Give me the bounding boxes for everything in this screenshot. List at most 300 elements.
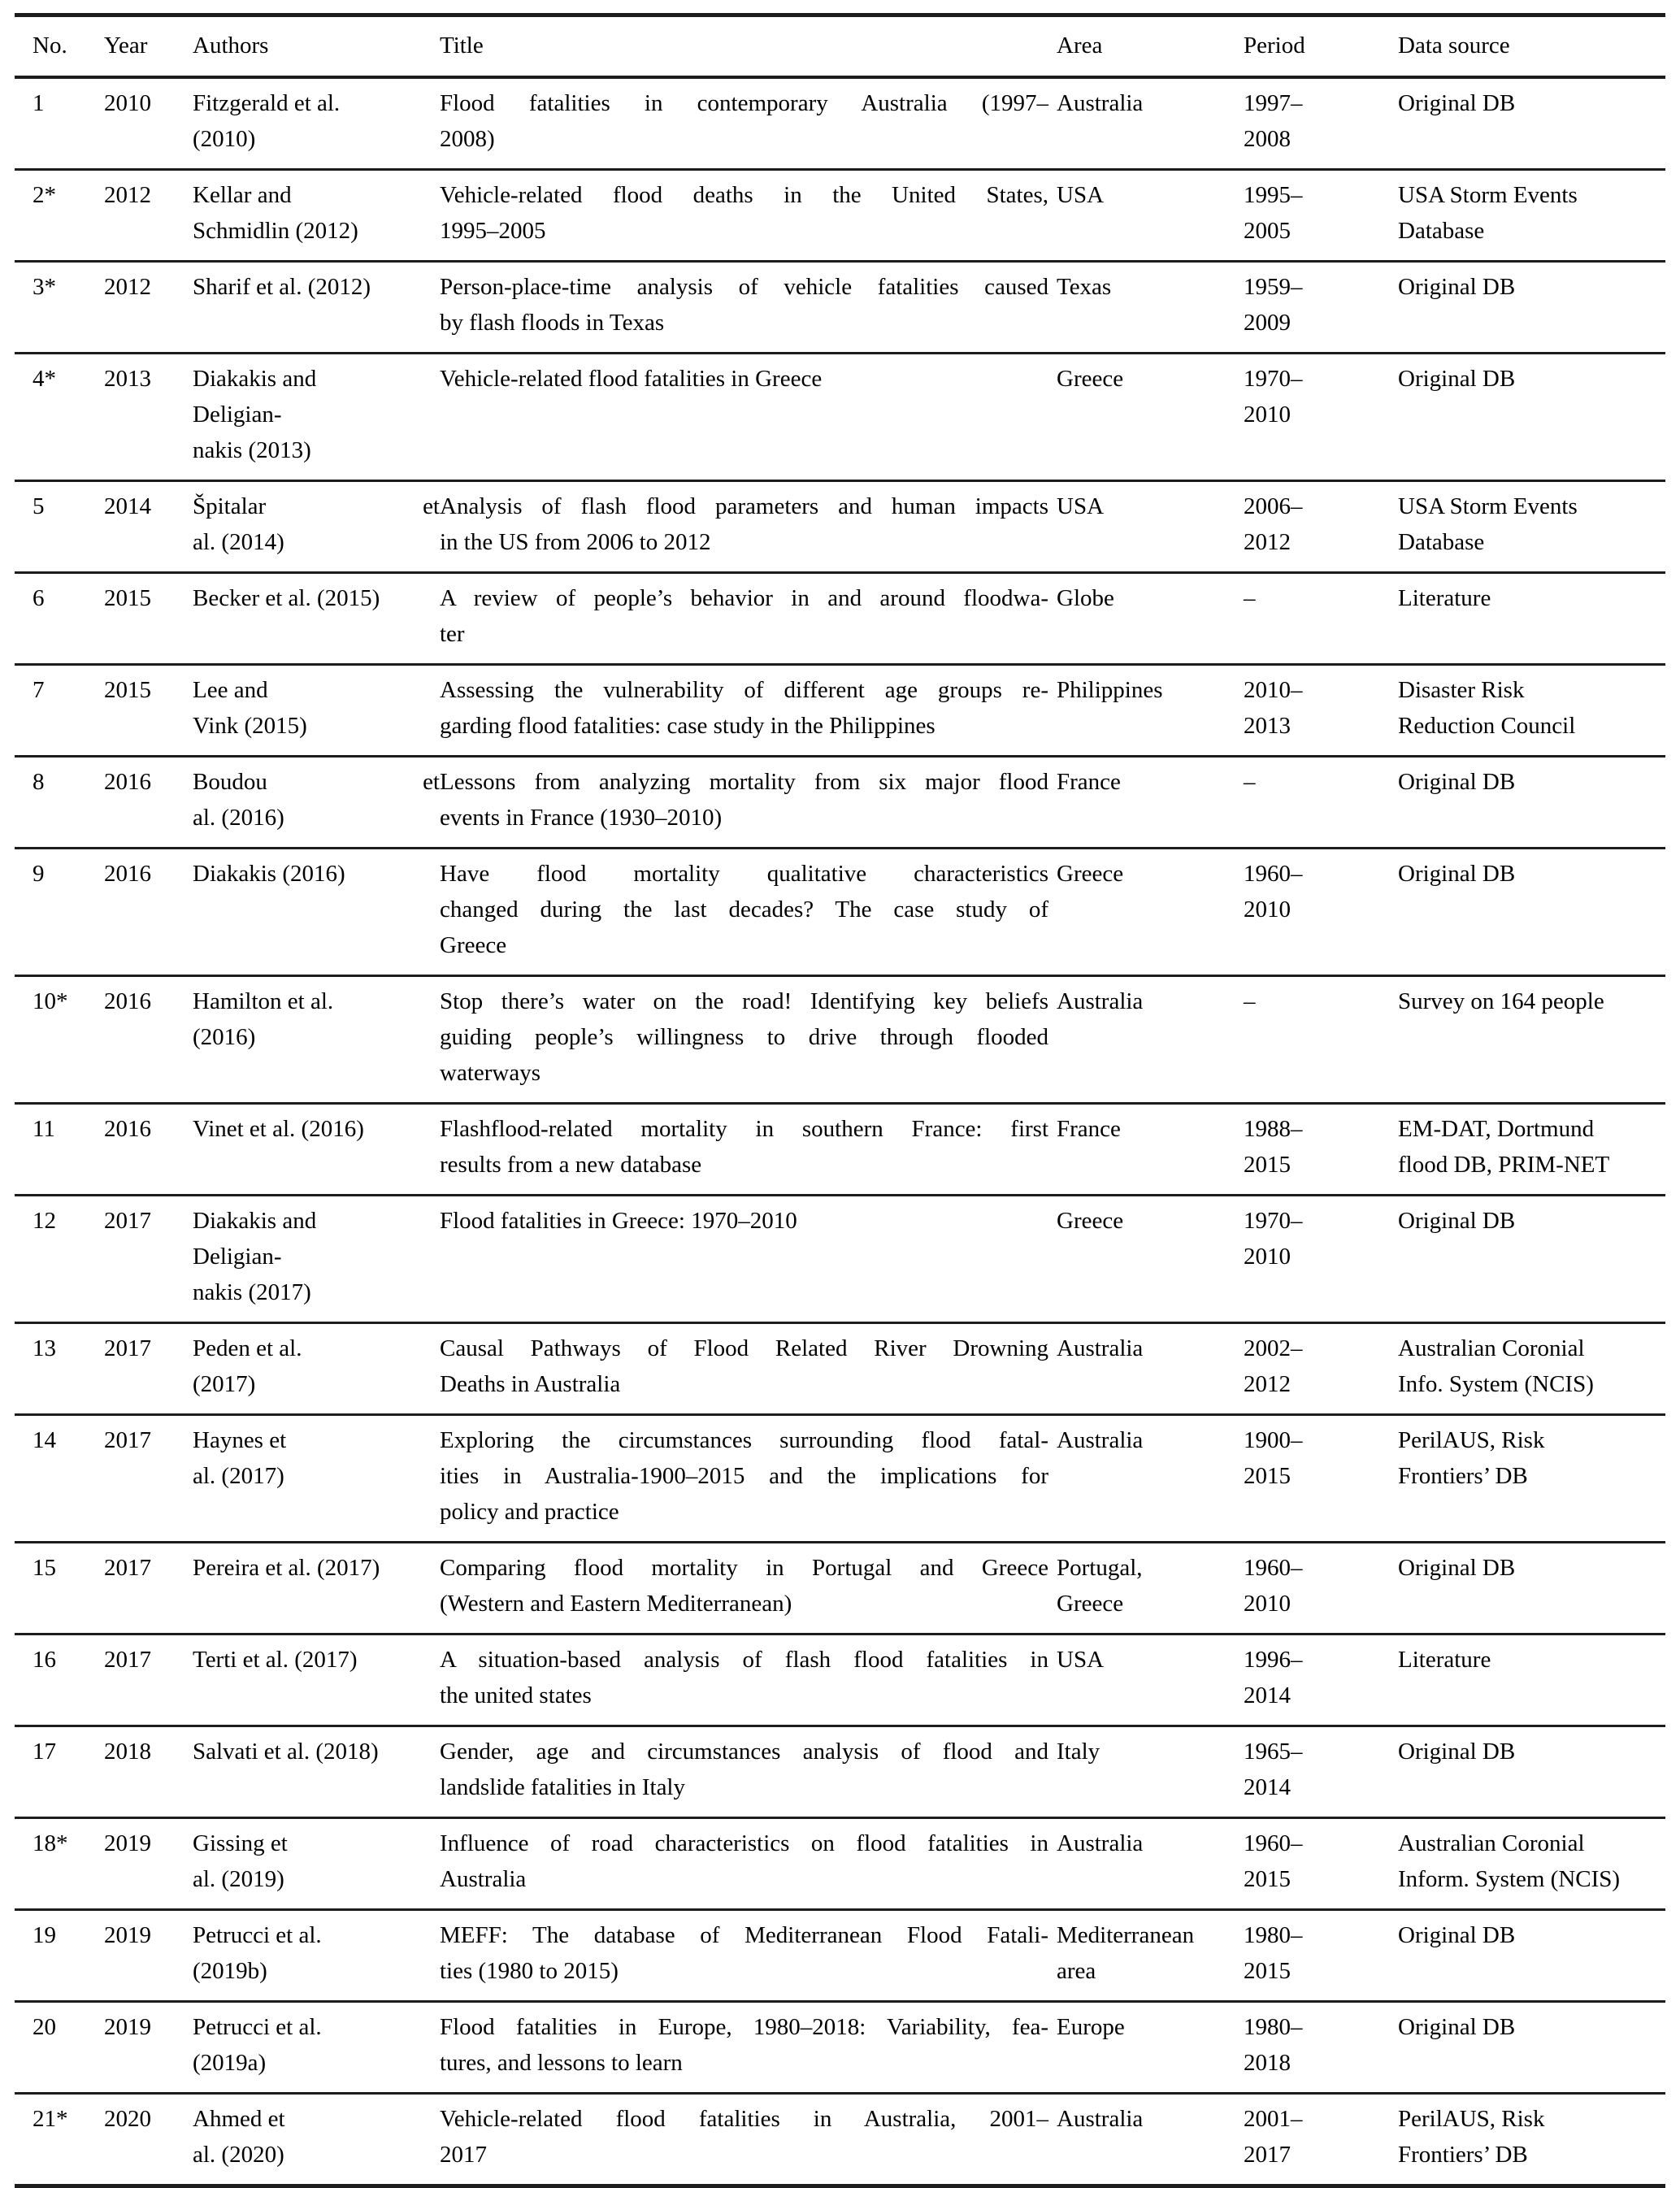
- cell-authors: [193, 758, 440, 847]
- table-row: [15, 1543, 1665, 1635]
- cell-area: [1057, 482, 1244, 571]
- source-line: Original DB: [1398, 274, 1516, 300]
- cell-authors: [193, 1635, 440, 1725]
- cell-period: [1244, 977, 1398, 1102]
- source-line: Disaster Risk: [1398, 677, 1525, 703]
- table-row: [15, 1911, 1665, 2003]
- title-line: Australia: [440, 1866, 527, 1892]
- area-line: Mediterranean: [1057, 1922, 1195, 1948]
- area-line: France: [1057, 1116, 1121, 1142]
- title-line: results from a new database: [440, 1152, 702, 1178]
- area-line: Greece: [1057, 366, 1124, 392]
- source-line: Database: [1398, 218, 1485, 244]
- authors-line: nakis (2017): [193, 1279, 311, 1305]
- cell-authors: [193, 263, 440, 352]
- source-line: Original DB: [1398, 1555, 1516, 1581]
- cell-period: [1244, 1635, 1398, 1725]
- cell-title: [440, 1416, 1057, 1541]
- table-row: [15, 354, 1665, 482]
- table-row: [15, 1819, 1665, 1911]
- title-line: 1995–2005: [440, 218, 546, 244]
- authors-line: Vinet et al. (2016): [193, 1116, 364, 1142]
- table-header-row: [15, 17, 1665, 79]
- source-line: Info. System (NCIS): [1398, 1371, 1594, 1397]
- cell-source: [1398, 977, 1654, 1102]
- title-line: guiding people’s willingness to drive through flooded: [440, 1024, 1048, 1050]
- authors-line: (2019a): [193, 2050, 267, 2076]
- cell-title: [440, 171, 1057, 260]
- source-line: Frontiers’ DB: [1398, 2142, 1528, 2168]
- cell-area: [1057, 1635, 1244, 1725]
- title-line: MEFF: The database of Mediterranean Flood Fatali-: [440, 1922, 1048, 1948]
- cell-source: [1398, 1324, 1654, 1413]
- header-area: Area: [1057, 33, 1103, 59]
- source-line: Original DB: [1398, 2014, 1516, 2040]
- cell-area: [1057, 2003, 1244, 2092]
- title-line: ter: [440, 621, 465, 647]
- cell-area: [1057, 849, 1244, 975]
- cell-source: [1398, 758, 1654, 847]
- cell-no: 5: [33, 493, 45, 519]
- area-line: Australia: [1057, 2106, 1144, 2132]
- cell-no: 18*: [33, 1830, 68, 1856]
- cell-source: [1398, 1416, 1654, 1541]
- cell-source: [1398, 79, 1654, 168]
- cell-no: 4*: [33, 366, 56, 392]
- cell-source: [1398, 1196, 1654, 1322]
- cell-year: 2019: [104, 1922, 151, 1948]
- cell-no: 20: [33, 2014, 56, 2040]
- cell-source: [1398, 171, 1654, 260]
- cell-period: [1244, 1196, 1398, 1322]
- title-line: Greece: [440, 932, 507, 958]
- source-line: Original DB: [1398, 90, 1516, 116]
- source-line: Australian Coronial: [1398, 1335, 1585, 1361]
- cell-source: [1398, 2095, 1654, 2184]
- period-line: 2008: [1244, 126, 1291, 152]
- cell-source: [1398, 263, 1654, 352]
- authors-line: Petrucci et al.: [193, 1922, 322, 1948]
- area-line: Europe: [1057, 2014, 1125, 2040]
- cell-no: 2*: [33, 182, 56, 208]
- cell-area: [1057, 354, 1244, 480]
- cell-authors: [193, 2003, 440, 2092]
- source-line: Literature: [1398, 1647, 1491, 1673]
- authors-line: (2010): [193, 126, 256, 152]
- cell-year: 2017: [104, 1555, 151, 1581]
- area-line: Texas: [1057, 274, 1112, 300]
- title-line: Vehicle-related flood fatalities in Australia, 2001–: [440, 2106, 1048, 2132]
- period-line: 2010: [1244, 896, 1291, 923]
- cell-source: [1398, 1911, 1654, 2000]
- source-line: USA Storm Events: [1398, 182, 1578, 208]
- cell-period: [1244, 1543, 1398, 1633]
- cell-source: [1398, 1819, 1654, 1908]
- cell-title: [440, 354, 1057, 480]
- cell-no: 9: [33, 861, 45, 887]
- period-line: 1997–: [1244, 90, 1303, 116]
- header-year: Year: [104, 33, 148, 59]
- title-line: A review of people’s behavior in and around floodwa-: [440, 585, 1048, 611]
- area-line: Australia: [1057, 1830, 1144, 1856]
- cell-no: 3*: [33, 274, 56, 300]
- period-line: 1960–: [1244, 1830, 1303, 1856]
- cell-period: [1244, 666, 1398, 755]
- cell-source: [1398, 849, 1654, 975]
- header-period: Period: [1244, 33, 1305, 59]
- period-line: –: [1244, 988, 1256, 1014]
- table-row: [15, 171, 1665, 263]
- title-line: 2008): [440, 126, 495, 152]
- title-line: Deaths in Australia: [440, 1371, 621, 1397]
- cell-authors: [193, 171, 440, 260]
- title-line: changed during the last decades? The case study of: [440, 896, 1048, 923]
- cell-authors: [193, 574, 440, 663]
- table-row: [15, 79, 1665, 171]
- cell-period: [1244, 849, 1398, 975]
- area-line: Australia: [1057, 1335, 1144, 1361]
- period-line: 1959–: [1244, 274, 1303, 300]
- cell-title: [440, 79, 1057, 168]
- table-row: [15, 1416, 1665, 1543]
- table-row: [15, 977, 1665, 1105]
- cell-area: [1057, 977, 1244, 1102]
- cell-area: [1057, 1324, 1244, 1413]
- period-line: 2017: [1244, 2142, 1291, 2168]
- cell-year: 2013: [104, 366, 151, 392]
- source-line: Australian Coronial: [1398, 1830, 1585, 1856]
- cell-period: [1244, 79, 1398, 168]
- cell-title: [440, 1543, 1057, 1633]
- cell-period: [1244, 171, 1398, 260]
- authors-line: Diakakis (2016): [193, 861, 345, 887]
- cell-area: [1057, 574, 1244, 663]
- cell-source: [1398, 666, 1654, 755]
- cell-title: [440, 758, 1057, 847]
- source-line: Database: [1398, 529, 1485, 555]
- table-row: [15, 574, 1665, 666]
- table-row: [15, 1635, 1665, 1727]
- cell-no: 15: [33, 1555, 56, 1581]
- authors-line: Hamilton et al.: [193, 988, 334, 1014]
- period-line: 2002–: [1244, 1335, 1303, 1361]
- cell-area: [1057, 1105, 1244, 1194]
- area-line: Philippines: [1057, 677, 1163, 703]
- cell-year: 2010: [104, 90, 151, 116]
- cell-area: [1057, 1196, 1244, 1322]
- period-line: 1996–: [1244, 1647, 1303, 1673]
- cell-title: [440, 849, 1057, 975]
- cell-authors: [193, 1543, 440, 1633]
- cell-title: [440, 666, 1057, 755]
- source-line: Reduction Council: [1398, 713, 1576, 739]
- cell-area: [1057, 2095, 1244, 2184]
- cell-source: [1398, 482, 1654, 571]
- title-line: landslide fatalities in Italy: [440, 1774, 685, 1800]
- cell-year: 2015: [104, 677, 151, 703]
- table-row: [15, 666, 1665, 758]
- cell-source: [1398, 1635, 1654, 1725]
- title-line: in the US from 2006 to 2012: [440, 529, 711, 555]
- authors-line: nakis (2013): [193, 437, 311, 463]
- period-line: 2009: [1244, 310, 1291, 336]
- title-line: Flood fatalities in contemporary Australia (1997–: [440, 90, 1048, 116]
- cell-title: [440, 2003, 1057, 2092]
- table-row: [15, 1727, 1665, 1819]
- cell-area: [1057, 1911, 1244, 2000]
- area-line: Australia: [1057, 1427, 1144, 1453]
- area-line: Greece: [1057, 861, 1124, 887]
- title-line: events in France (1930–2010): [440, 805, 723, 831]
- title-line: 2017: [440, 2142, 487, 2168]
- title-line: Vehicle-related flood deaths in the United States,: [440, 182, 1048, 208]
- title-line: Vehicle-related flood fatalities in Greece: [440, 366, 823, 392]
- cell-no: 17: [33, 1739, 56, 1765]
- studies-table: [15, 13, 1665, 2188]
- cell-no: 8: [33, 769, 45, 795]
- cell-no: 19: [33, 1922, 56, 1948]
- authors-line: Deligian-: [193, 402, 282, 428]
- header-no: No.: [33, 33, 67, 59]
- table-row: [15, 1105, 1665, 1196]
- authors-line: (2017): [193, 1371, 256, 1397]
- title-line: policy and practice: [440, 1499, 619, 1525]
- cell-year: 2017: [104, 1427, 151, 1453]
- cell-period: [1244, 1911, 1398, 2000]
- period-line: 2010: [1244, 402, 1291, 428]
- authors-line: Vink (2015): [193, 713, 307, 739]
- period-line: 2005: [1244, 218, 1291, 244]
- cell-no: 6: [33, 585, 45, 611]
- cell-year: 2019: [104, 1830, 151, 1856]
- cell-no: 16: [33, 1647, 56, 1673]
- period-line: 1980–: [1244, 2014, 1303, 2040]
- cell-title: [440, 263, 1057, 352]
- period-line: 1900–: [1244, 1427, 1303, 1453]
- cell-title: [440, 977, 1057, 1102]
- cell-area: [1057, 1543, 1244, 1633]
- cell-period: [1244, 574, 1398, 663]
- cell-period: [1244, 1416, 1398, 1541]
- cell-source: [1398, 2003, 1654, 2092]
- source-line: Original DB: [1398, 366, 1516, 392]
- cell-source: [1398, 574, 1654, 663]
- area-line: Australia: [1057, 988, 1144, 1014]
- title-line: Flood fatalities in Greece: 1970–2010: [440, 1208, 797, 1234]
- period-line: 2014: [1244, 1774, 1291, 1800]
- period-line: 2018: [1244, 2050, 1291, 2076]
- authors-line: (2019b): [193, 1958, 267, 1984]
- authors-line: Diakakis and: [193, 1208, 317, 1234]
- area-line: USA: [1057, 182, 1105, 208]
- period-line: 1960–: [1244, 861, 1303, 887]
- title-line: the united states: [440, 1682, 592, 1708]
- period-line: 2010–: [1244, 677, 1303, 703]
- period-line: –: [1244, 769, 1256, 795]
- cell-authors: [193, 79, 440, 168]
- source-line: Original DB: [1398, 1922, 1516, 1948]
- cell-authors: [193, 1819, 440, 1908]
- cell-authors: [193, 977, 440, 1102]
- cell-year: 2017: [104, 1335, 151, 1361]
- title-line: Exploring the circumstances surrounding flood fatal-: [440, 1427, 1048, 1453]
- authors-line: Schmidlin (2012): [193, 218, 358, 244]
- authors-line: Fitzgerald et al.: [193, 90, 341, 116]
- period-line: 1970–: [1244, 366, 1303, 392]
- title-line: Influence of road characteristics on flood fatalities in: [440, 1830, 1048, 1856]
- cell-title: [440, 574, 1057, 663]
- cell-authors: [193, 1727, 440, 1817]
- area-line: area: [1057, 1958, 1096, 1984]
- period-line: 1970–: [1244, 1208, 1303, 1234]
- cell-period: [1244, 1727, 1398, 1817]
- cell-no: 10*: [33, 988, 68, 1014]
- cell-area: [1057, 79, 1244, 168]
- authors-line: Petrucci et al.: [193, 2014, 322, 2040]
- cell-period: [1244, 2095, 1398, 2184]
- cell-authors: [193, 1911, 440, 2000]
- period-line: 1988–: [1244, 1116, 1303, 1142]
- cell-area: [1057, 171, 1244, 260]
- period-line: 2014: [1244, 1682, 1291, 1708]
- title-line: Comparing flood mortality in Portugal and Greece: [440, 1555, 1048, 1581]
- authors-line: Gissing et: [193, 1830, 288, 1856]
- authors-line: Diakakis and: [193, 366, 317, 392]
- authors-line: Peden et al.: [193, 1335, 302, 1361]
- cell-source: [1398, 1543, 1654, 1633]
- cell-period: [1244, 758, 1398, 847]
- cell-area: [1057, 1416, 1244, 1541]
- cell-authors: [193, 666, 440, 755]
- authors-line: Sharif et al. (2012): [193, 274, 371, 300]
- authors-line: Kellar and: [193, 182, 292, 208]
- period-line: 2012: [1244, 529, 1291, 555]
- cell-year: 2016: [104, 1116, 151, 1142]
- cell-authors: [193, 1105, 440, 1194]
- cell-area: [1057, 263, 1244, 352]
- cell-title: [440, 1727, 1057, 1817]
- period-line: 2010: [1244, 1244, 1291, 1270]
- cell-title: [440, 1196, 1057, 1322]
- area-line: Portugal,: [1057, 1555, 1143, 1581]
- authors-line: Deligian-: [193, 1244, 282, 1270]
- cell-title: [440, 1819, 1057, 1908]
- cell-area: [1057, 1819, 1244, 1908]
- title-line: Causal Pathways of Flood Related River Drowning: [440, 1335, 1048, 1361]
- table-body: [15, 79, 1665, 2184]
- authors-line: al. (2017): [193, 1463, 284, 1489]
- period-line: 2015: [1244, 1866, 1291, 1892]
- source-line: Original DB: [1398, 1208, 1516, 1234]
- cell-no: 14: [33, 1427, 56, 1453]
- cell-year: 2020: [104, 2106, 151, 2132]
- cell-authors: [193, 849, 440, 975]
- area-line: USA: [1057, 493, 1105, 519]
- header-authors: Authors: [193, 33, 269, 59]
- period-line: 2010: [1244, 1591, 1291, 1617]
- cell-period: [1244, 2003, 1398, 2092]
- source-line: EM-DAT, Dortmund: [1398, 1116, 1595, 1142]
- area-line: Globe: [1057, 585, 1114, 611]
- cell-authors: [193, 354, 440, 480]
- source-line: Survey on 164 people: [1398, 988, 1604, 1014]
- period-line: 2015: [1244, 1152, 1291, 1178]
- cell-authors: [193, 1416, 440, 1541]
- cell-authors: [193, 2095, 440, 2184]
- area-line: Australia: [1057, 90, 1144, 116]
- cell-title: [440, 2095, 1057, 2184]
- period-line: –: [1244, 585, 1256, 611]
- authors-line: Salvati et al. (2018): [193, 1739, 379, 1765]
- table-row: [15, 482, 1665, 574]
- source-line: Original DB: [1398, 861, 1516, 887]
- period-line: 2006–: [1244, 493, 1303, 519]
- authors-line: al. (2014): [193, 529, 284, 555]
- area-line: Greece: [1057, 1208, 1124, 1234]
- title-line: Lessons from analyzing mortality from six major flood: [440, 769, 1048, 795]
- table-row: [15, 2095, 1665, 2184]
- period-line: 1965–: [1244, 1739, 1303, 1765]
- header-source: Data source: [1398, 33, 1510, 59]
- cell-year: 2012: [104, 274, 151, 300]
- cell-no: 13: [33, 1335, 56, 1361]
- source-line: USA Storm Events: [1398, 493, 1578, 519]
- period-line: 2012: [1244, 1371, 1291, 1397]
- cell-year: 2014: [104, 493, 151, 519]
- authors-line: Becker et al. (2015): [193, 585, 380, 611]
- cell-area: [1057, 758, 1244, 847]
- area-line: France: [1057, 769, 1121, 795]
- cell-year: 2019: [104, 2014, 151, 2040]
- cell-year: 2018: [104, 1739, 151, 1765]
- source-line: Original DB: [1398, 769, 1516, 795]
- cell-authors: [193, 1196, 440, 1322]
- cell-title: [440, 1635, 1057, 1725]
- cell-period: [1244, 354, 1398, 480]
- source-line: PerilAUS, Risk: [1398, 2106, 1545, 2132]
- authors-line: al. (2019): [193, 1866, 284, 1892]
- authors-line: al. (2016): [193, 805, 284, 831]
- cell-authors: [193, 1324, 440, 1413]
- area-line: USA: [1057, 1647, 1105, 1673]
- authors-line: Špitalar et: [193, 493, 440, 519]
- source-line: flood DB, PRIM-NET: [1398, 1152, 1610, 1178]
- authors-line: (2016): [193, 1024, 256, 1050]
- cell-year: 2016: [104, 988, 151, 1014]
- cell-period: [1244, 1324, 1398, 1413]
- source-line: Original DB: [1398, 1739, 1516, 1765]
- title-line: Person-place-time analysis of vehicle fatalities caused: [440, 274, 1048, 300]
- authors-line: al. (2020): [193, 2142, 284, 2168]
- source-line: Frontiers’ DB: [1398, 1463, 1528, 1489]
- cell-area: [1057, 666, 1244, 755]
- title-line: tures, and lessons to learn: [440, 2050, 683, 2076]
- cell-authors: [193, 482, 440, 571]
- cell-area: [1057, 1727, 1244, 1817]
- authors-line: Ahmed et: [193, 2106, 285, 2132]
- title-line: A situation-based analysis of flash flood fatalities in: [440, 1647, 1048, 1673]
- title-line: Analysis of flash flood parameters and human impacts: [440, 493, 1048, 519]
- cell-year: 2017: [104, 1647, 151, 1673]
- title-line: (Western and Eastern Mediterranean): [440, 1591, 792, 1617]
- table-row: [15, 263, 1665, 354]
- authors-line: Terti et al. (2017): [193, 1647, 358, 1673]
- cell-period: [1244, 482, 1398, 571]
- period-line: 1960–: [1244, 1555, 1303, 1581]
- cell-period: [1244, 263, 1398, 352]
- title-line: waterways: [440, 1060, 541, 1086]
- period-line: 2015: [1244, 1463, 1291, 1489]
